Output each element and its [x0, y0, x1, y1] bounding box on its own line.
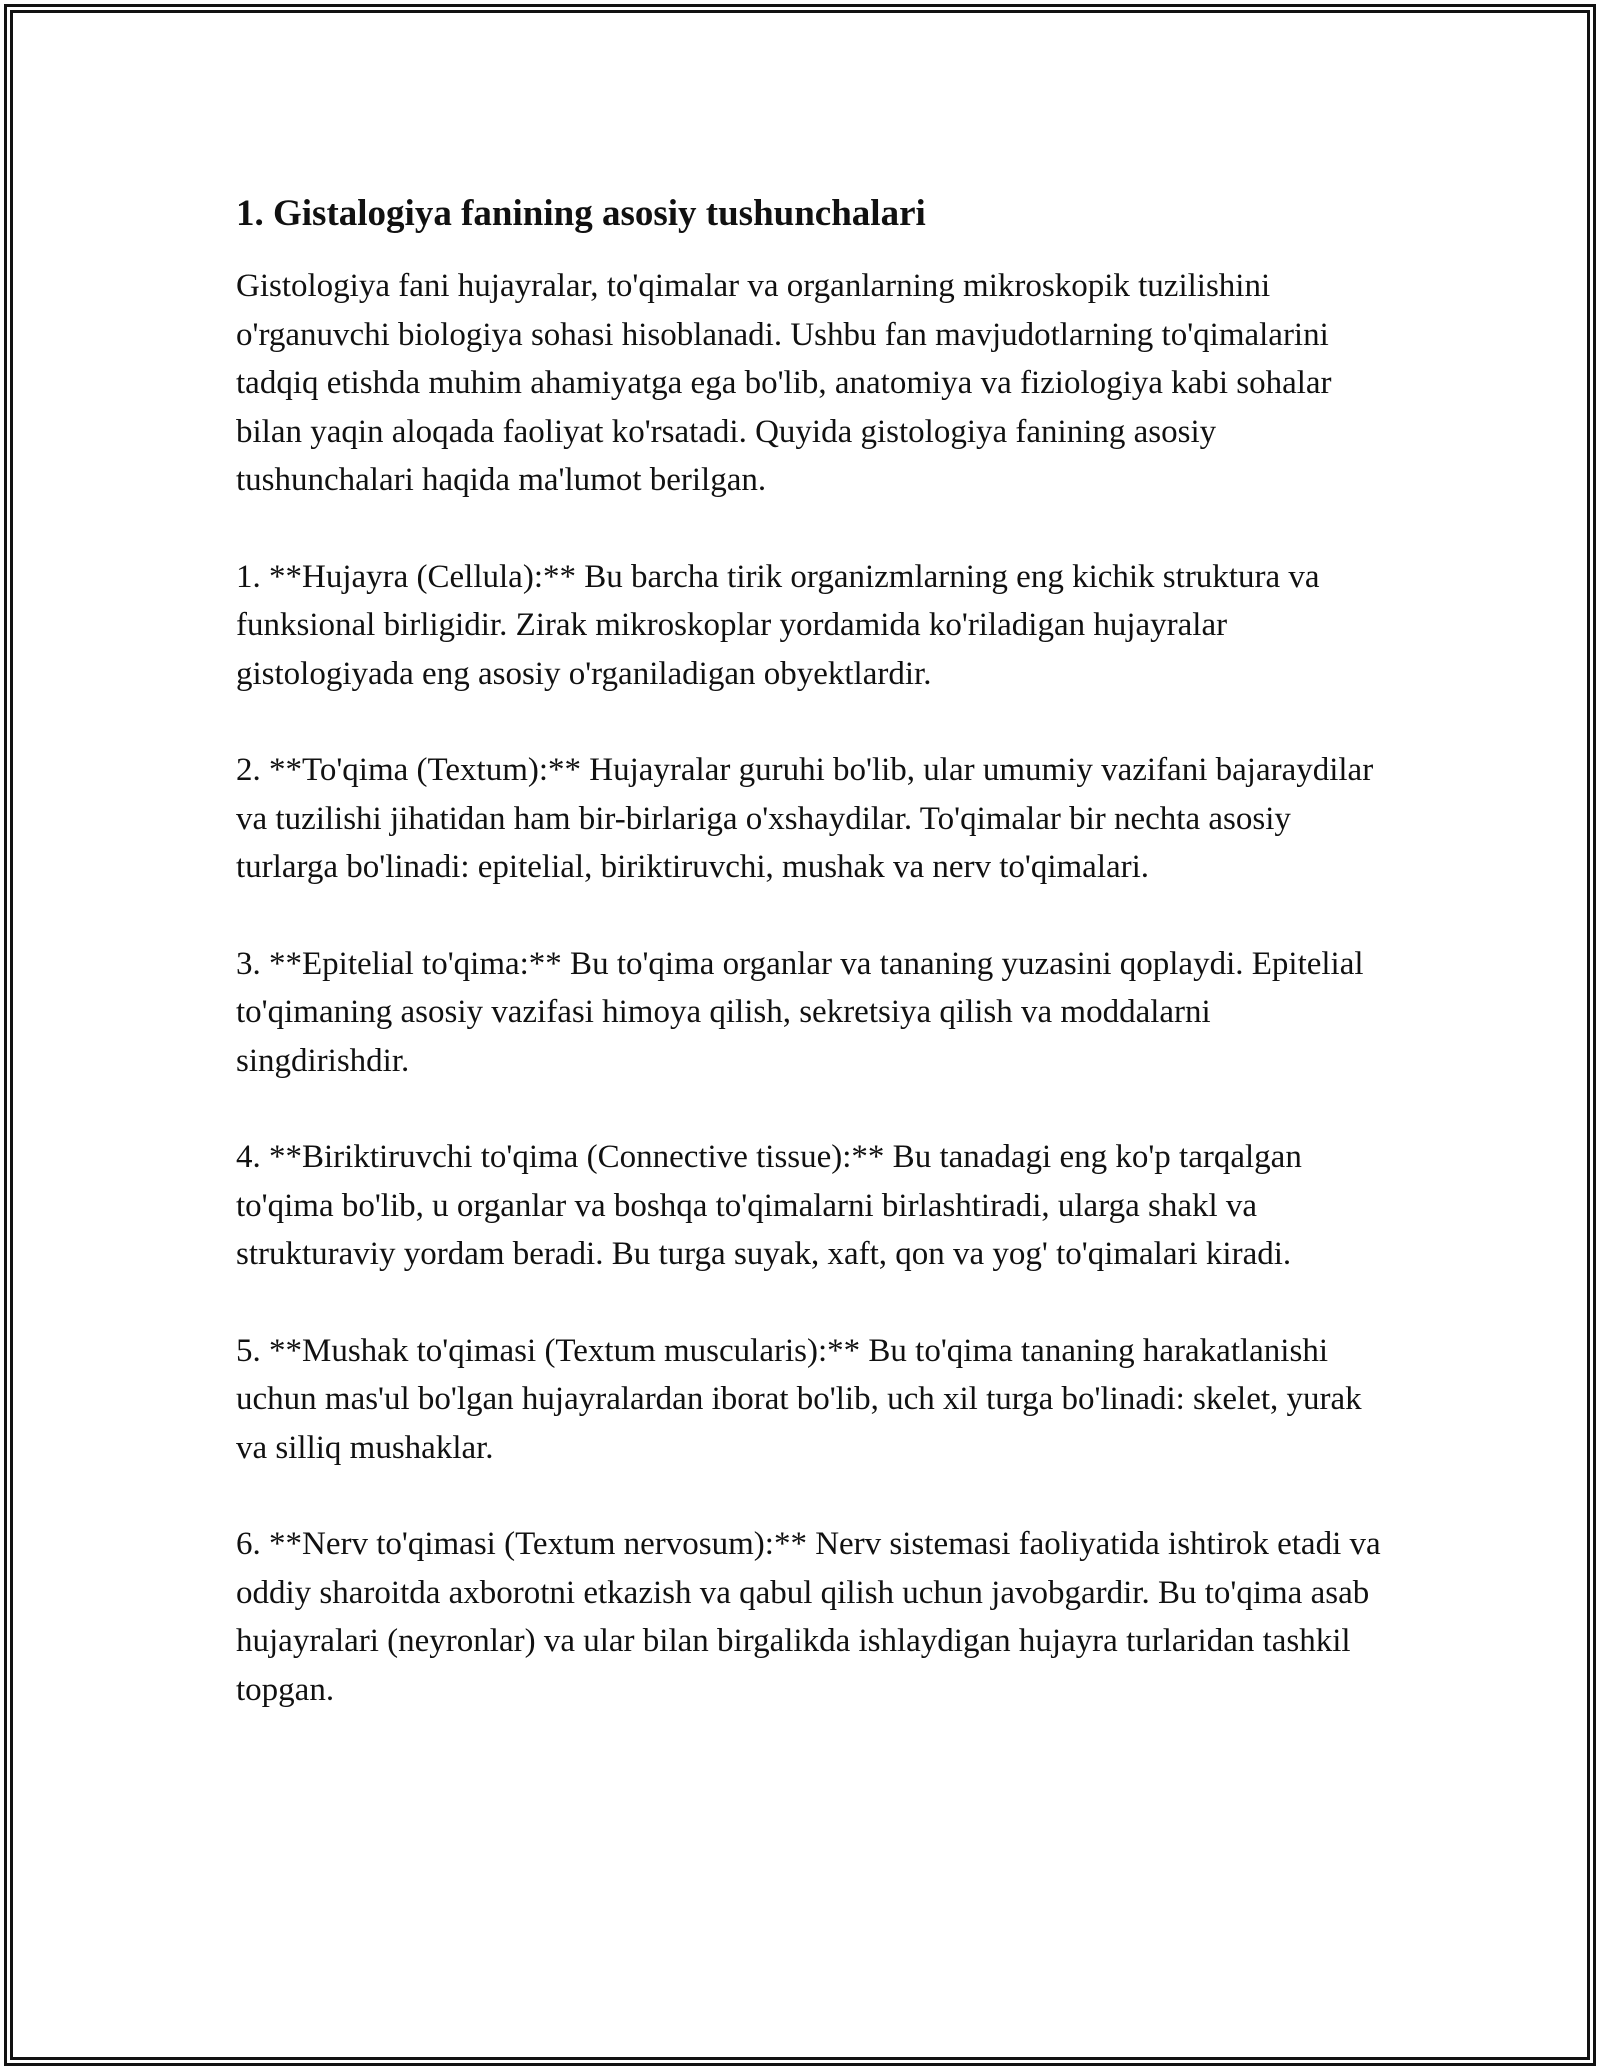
paragraph-mushak: 5. **Mushak to'qimasi (Textum muscularis):** Bu to'qima tananing harakatlanishi uchun mas'ul bo'lgan hujayralardan iborat bo'lib, uch xil turga bo'linadi: skelet, yurak va silliq mushaklar.	[236, 1332, 1362, 1466]
intro-paragraph: Gistologiya fani hujayralar, to'qimalar va organlarning mikroskopik tuzilishini o'rganuvchi biologiya sohasi hisoblanadi. Ushbu fan mavjudotlarning to'qimalarini tadqiq etishda muhim ahamiyatga ega bo'lib, anatomiya va fiziologiya kabi sohalar bilan yaqin aloqada faoliyat ko'rsatadi. Quyida gistologiya fanining asosiy tushunchalari haqida ma'lumot berilgan.	[236, 268, 1332, 498]
document-title: 1. Gistalogiya fanining asosiy tushunchalari	[236, 193, 926, 234]
paragraph-biriktiruvchi: 4. **Biriktiruvchi to'qima (Connective tissue):** Bu tanadagi eng ko'p tarqalgan to'qima bo'lib, u organlar va boshqa to'qimalarni birlashtiradi, ularga shakl va strukturaviy yordam beradi. Bu turga suyak, xaft, qon va yog' to'qimalari kiradi.	[236, 1139, 1302, 1272]
paragraph-epitelial: 3. **Epitelial to'qima:** Bu to'qima organlar va tananing yuzasini qoplaydi. Epitelial to'qimaning asosiy vazifasi himoya qilish, sekretsiya qilish va moddalarni singdirishdir.	[236, 945, 1364, 1079]
paragraph-hujayra: 1. **Hujayra (Cellula):** Bu barcha tirik organizmlarning eng kichik struktura va funksional birligidir. Zirak mikroskoplar yordamida ko'riladigan hujayralar gistologiyada eng asosiy o'rganiladigan obyektlardir.	[236, 558, 1320, 692]
document-body	[236, 190, 1386, 1762]
paragraph-toqima: 2. **To'qima (Textum):** Hujayralar guruhi bo'lib, ular umumiy vazifani bajaraydilar va tuzilishi jihatidan ham bir-birlariga o'xshaydilar. To'qimalar bir nechta asosiy turlarga bo'linadi: epitelial, biriktiruvchi, mushak va nerv to'qimalari.	[236, 752, 1374, 885]
paragraph-nerv: 6. **Nerv to'qimasi (Textum nervosum):** Nerv sistemasi faoliyatida ishtirok etadi va oddiy sharoitda axborotni etkazish va qabul qilish uchun javobgardir. Bu to'qima asab hujayralari (neyronlar) va ular bilan birgalikda ishlaydigan hujayra turlaridan tashkil topgan.	[236, 1526, 1381, 1708]
